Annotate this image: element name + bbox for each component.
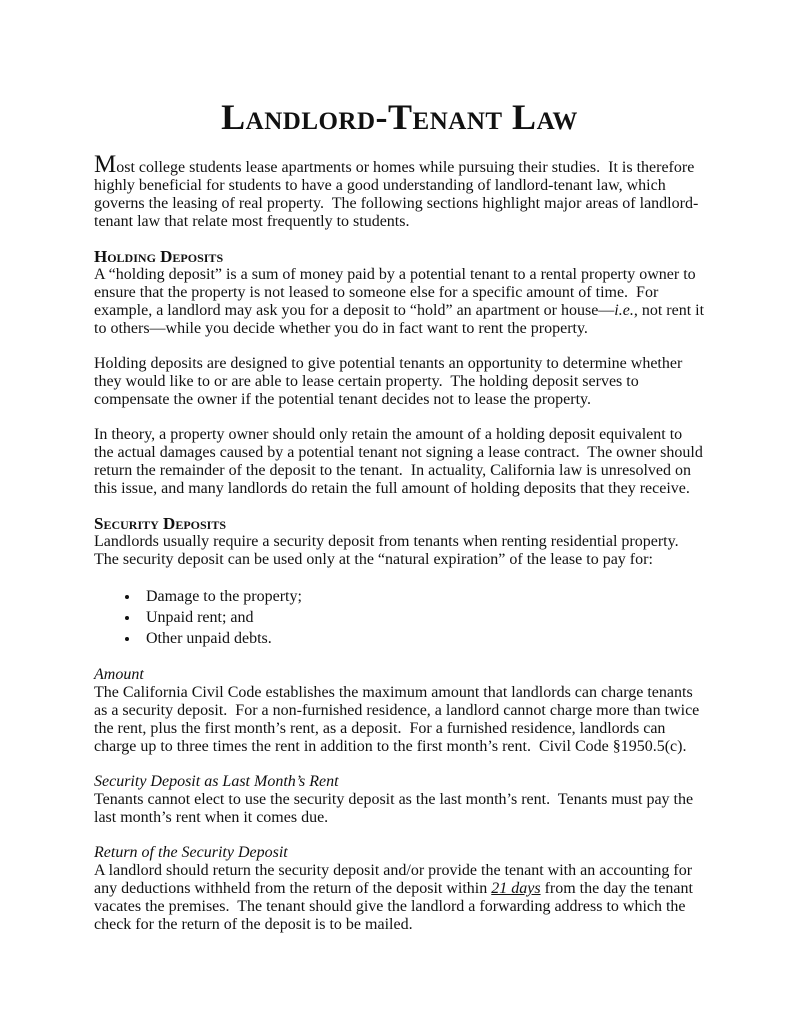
last-months-rent-paragraph: Tenants cannot elect to use the security deposit as the last month’s rent. Tenants must pay the last month’s rent when it comes due. bbox=[94, 791, 698, 826]
list-item: • Unpaid rent; and bbox=[140, 607, 705, 628]
deadline-underlined-italic: 21 days bbox=[491, 880, 541, 897]
list-item: • Damage to the property; bbox=[140, 586, 705, 607]
holding-deposits-paragraph-1 bbox=[94, 266, 709, 338]
security-deposits-intro: Landlords usually require a security deposit from tenants when renting residential property. The security deposit can be used only at the “natural expiration” of the lease to pay for: bbox=[94, 533, 687, 568]
subsection-heading-amount: Amount bbox=[94, 666, 144, 683]
paragraph-text: A “holding deposit” is a sum of money paid by a potential tenant to a rental property owner to ensure that the property is not leased to someone else for a specific amount of time. For example, a landlord may ask you for a deposit to “hold” an apartment or house— bbox=[94, 266, 700, 319]
latin-abbreviation-italic: i.e. bbox=[614, 302, 634, 319]
page-title: Landlord-Tenant Law bbox=[221, 97, 578, 137]
section-heading-holding-deposits: Holding Deposits bbox=[94, 247, 224, 266]
holding-deposits-paragraph-2: Holding deposits are designed to give potential tenants an opportunity to determine whether they would like to or are able to lease certain property. The holding deposit serves to compensate the owner if the potential tenant decides not to lease the property. bbox=[94, 355, 687, 408]
security-deposit-uses-list bbox=[94, 586, 705, 649]
list-item: • Other unpaid debts. bbox=[140, 628, 705, 649]
subsection-heading-return-of-deposit: Return of the Security Deposit bbox=[94, 844, 288, 861]
section-heading-security-deposits: Security Deposits bbox=[94, 514, 227, 533]
amount-paragraph: The California Civil Code establishes the maximum amount that landlords can charge tenants as a security deposit. For a non-furnished residence, a landlord cannot charge more than twice the rent, plus the first month’s rent, as a deposit. For a furnished residence, landlords can charge up to three times the rent in addition to the first month’s rent. Civil Code §1950.5(c). bbox=[94, 684, 704, 755]
paragraph-text: , not rent it to others—while you decide whether you do in fact want to rent the property. bbox=[94, 302, 709, 337]
paragraph-text: from the day the tenant vacates the premises. The tenant should give the landlord a forwarding address to which the check for the return of the deposit is to be mailed. bbox=[94, 880, 697, 933]
intro-text: ost college students lease apartments or homes while pursuing their studies. It is therefore highly beneficial for students to have a good understanding of landlord-tenant law, which governs the leasing of real property. The following sections highlight major areas of landlord-tenant law that relate most frequently to students. bbox=[94, 159, 699, 230]
lead-capital: M bbox=[94, 151, 117, 178]
intro-paragraph bbox=[94, 151, 705, 231]
holding-deposits-paragraph-3: In theory, a property owner should only retain the amount of a holding deposit equivalent to the actual damages caused by a potential tenant not signing a lease contract. The owner should return the remainder of the deposit to the tenant. In actuality, California law is unresolved on this issue, and many landlords do retain the full amount of holding deposits that they receive. bbox=[94, 426, 707, 497]
subsection-heading-last-months-rent: Security Deposit as Last Month’s Rent bbox=[94, 773, 339, 790]
return-of-deposit-paragraph bbox=[94, 862, 705, 934]
paragraph-text: A landlord should return the security deposit and/or provide the tenant with an accounting for any deductions withheld from the return of the deposit within bbox=[94, 862, 697, 897]
